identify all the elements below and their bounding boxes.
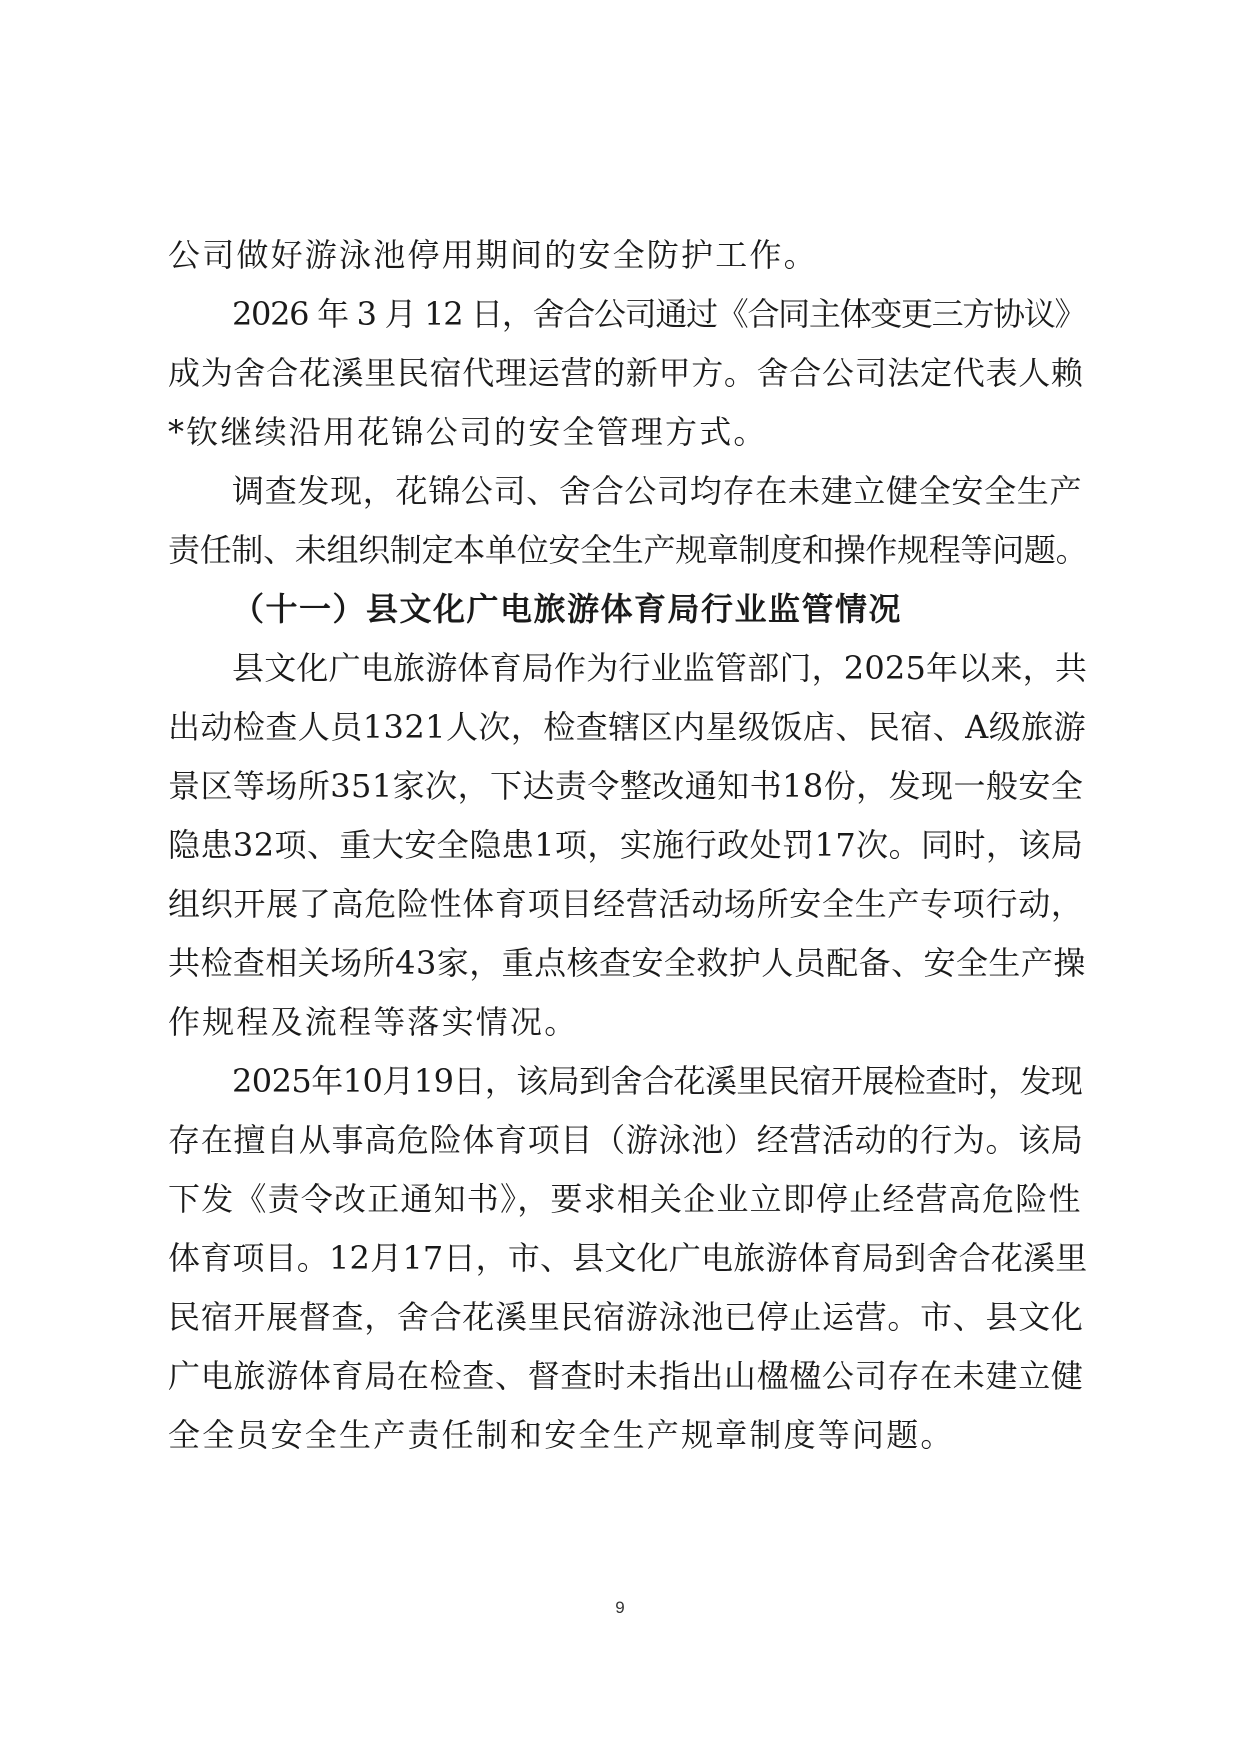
paragraph-line: 民宿开展督查，舍合花溪里民宿游泳池已停止运营。市、县文化: [168, 1298, 1084, 1336]
paragraph-line: 广电旅游体育局在检查、督查时未指出山楹楹公司存在未建立健: [168, 1357, 1084, 1395]
paragraph-line: *钦继续沿用花锦公司的安全管理方式。: [168, 413, 768, 451]
paragraph-line: 作规程及流程等落实情况。: [168, 1003, 579, 1041]
paragraph-line: 共检查相关场所43家，重点核查安全救护人员配备、安全生产操: [168, 944, 1086, 982]
paragraph-line: 体育项目。12月17日，市、县文化广电旅游体育局到舍合花溪里: [168, 1239, 1088, 1277]
paragraph-line: 景区等场所351家次，下达责令整改通知书18份，发现一般安全: [168, 767, 1084, 805]
paragraph-line: 2025年10月19日，该局到舍合花溪里民宿开展检查时，发现: [232, 1062, 1083, 1100]
paragraph-line: 县文化广电旅游体育局作为行业监管部门，2025年以来，共: [232, 649, 1088, 687]
document-body: [168, 226, 1088, 1465]
paragraph-line: 下发《责令改正通知书》，要求相关企业立即停止经营高危险性: [168, 1180, 1082, 1218]
paragraph-line: 2026 年 3 月 12 日，舍合公司通过《合同主体变更三方协议》: [232, 295, 1086, 333]
paragraph-line: 隐患32项、重大安全隐患1项，实施行政处罚17次。同时，该局: [168, 826, 1084, 864]
paragraph-line: 责任制、未组织制定本单位安全生产规章制度和操作规程等问题。: [168, 531, 1088, 569]
paragraph-line: 出动检查人员1321人次，检查辖区内星级饭店、民宿、A级旅游: [168, 708, 1087, 746]
paragraph-line: 公司做好游泳池停用期间的安全防护工作。: [168, 236, 818, 274]
paragraph-line: 组织开展了高危险性体育项目经营活动场所安全生产专项行动，: [168, 885, 1084, 923]
paragraph-line: 存在擅自从事高危险体育项目（游泳池）经营活动的行为。该局: [168, 1121, 1084, 1159]
paragraph-line: 成为舍合花溪里民宿代理运营的新甲方。舍合公司法定代表人赖: [168, 354, 1084, 392]
page-number: 9: [615, 1598, 625, 1617]
paragraph-line: 调查发现，花锦公司、舍合公司均存在未建立健全安全生产: [232, 472, 1083, 510]
paragraph-line: 全全员安全生产责任制和安全生产规章制度等问题。: [168, 1416, 955, 1454]
section-heading: （十一）县文化广电旅游体育局行业监管情况: [232, 590, 903, 628]
